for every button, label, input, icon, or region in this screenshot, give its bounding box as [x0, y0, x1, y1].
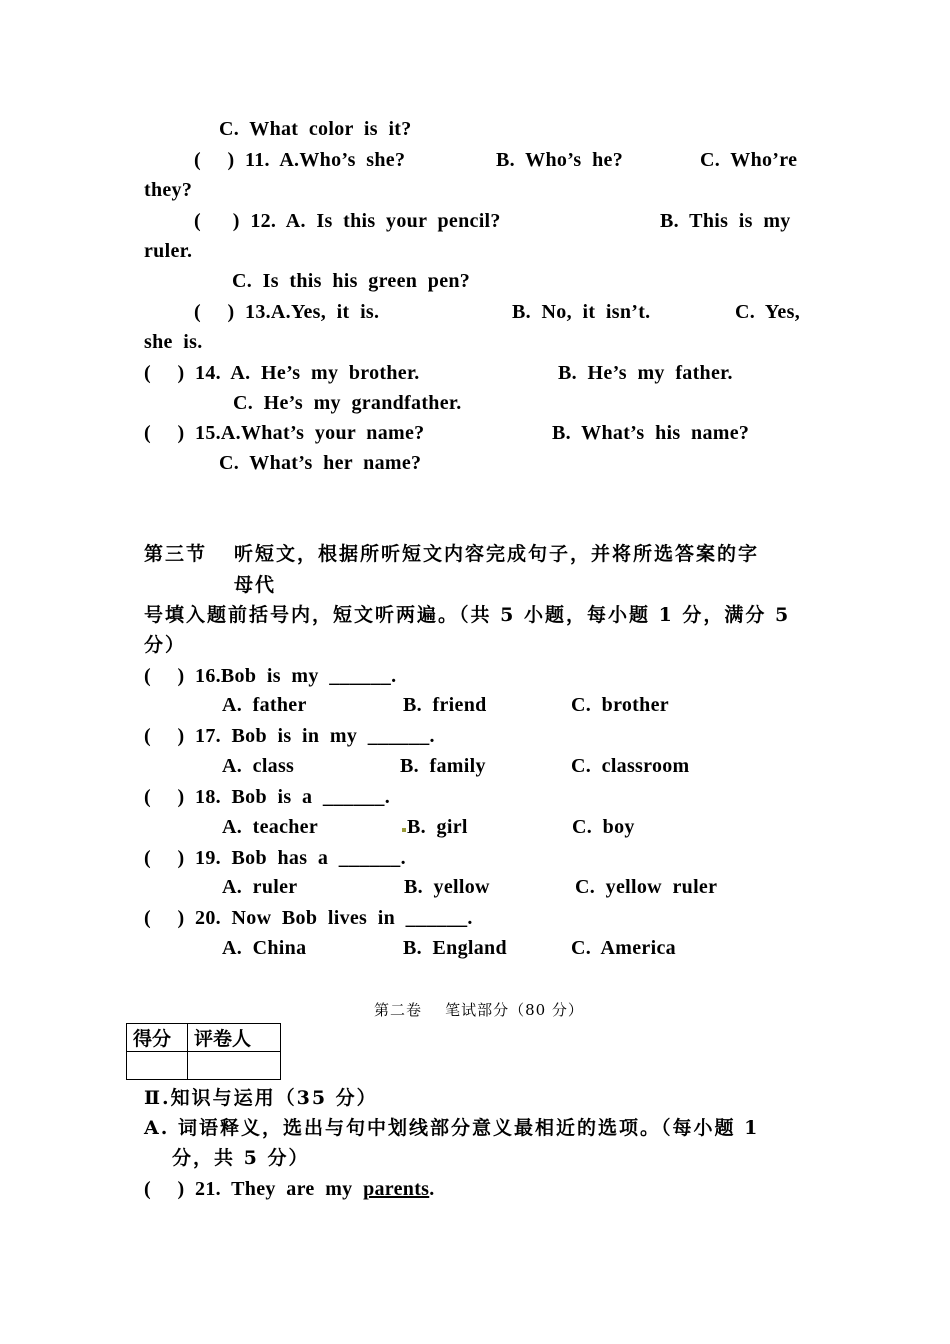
q12-option-c: C. Is this his green pen?	[232, 270, 471, 292]
q17-stem: ( ) 17. Bob is in my ______.	[144, 725, 435, 747]
section3-instructions-cont: 分）	[144, 634, 187, 656]
q10-option-c: C. What color is it?	[219, 118, 412, 140]
q20-option-a: A. China	[222, 937, 307, 959]
q18-option-c: C. boy	[572, 816, 635, 838]
q17-option-c: C. classroom	[571, 755, 690, 777]
score-label: 得分	[127, 1024, 188, 1052]
q18-option-b: B. girl	[407, 816, 468, 838]
q15-option-c: C. What’s her name?	[219, 452, 422, 474]
q19-option-a: A. ruler	[222, 876, 298, 898]
q11-option-c-cont: they?	[144, 179, 193, 201]
q19-option-b: B. yellow	[404, 876, 490, 898]
q16-option-b: B. friend	[403, 694, 487, 716]
q13-stem: ( ) 13.A.Yes, it is.	[194, 301, 380, 323]
q20-option-b: B. England	[403, 937, 507, 959]
section3-instructions: 号填入题前括号内，短文听两遍。（共 5 小题，每小题 1 分，满分 5	[144, 604, 791, 626]
q19-option-c: C. yellow ruler	[575, 876, 718, 898]
q11-option-c: C. Who’re	[700, 149, 798, 171]
q21-suffix: .	[429, 1178, 435, 1200]
q17-option-b: B. family	[400, 755, 486, 777]
q15-option-b: B. What’s his name?	[552, 422, 750, 444]
q13-option-b: B. No, it isn’t.	[512, 301, 651, 323]
sub-a-instructions-cont: 分，共 5 分）	[172, 1147, 310, 1169]
q21-stem	[144, 1177, 435, 1201]
q16-option-a: A. father	[222, 694, 307, 716]
q11-option-b: B. Who’s he?	[496, 149, 624, 171]
score-table	[126, 1023, 281, 1080]
q18-option-a: A. teacher	[222, 816, 319, 838]
q13-option-c-cont: she is.	[144, 331, 203, 353]
q13-option-c: C. Yes,	[735, 301, 800, 323]
section3-label: 第三节	[144, 543, 208, 565]
q20-stem: ( ) 20. Now Bob lives in ______.	[144, 907, 473, 929]
part2-title: 第二卷 笔试部分（80 分）	[374, 1001, 584, 1019]
q14-stem: ( ) 14. A. He’s my brother.	[144, 362, 420, 384]
q16-option-c: C. brother	[571, 694, 669, 716]
q21-underlined-word: parents	[363, 1178, 430, 1200]
q18-stem: ( ) 18. Bob is a ______.	[144, 786, 391, 808]
q12-stem: ( ) 12. A. Is this your pencil?	[194, 210, 501, 232]
q16-stem: ( ) 16.Bob is my ______.	[144, 665, 397, 687]
q19-stem: ( ) 19. Bob has a ______.	[144, 847, 406, 869]
q12-option-b-cont: ruler.	[144, 240, 193, 262]
stray-mark	[402, 828, 406, 832]
q17-option-a: A. class	[222, 755, 295, 777]
grader-label: 评卷人	[188, 1024, 281, 1052]
q14-option-c: C. He’s my grandfather.	[233, 392, 462, 414]
q20-option-c: C. America	[571, 937, 676, 959]
q14-option-b: B. He’s my father.	[558, 362, 733, 384]
q12-option-b: B. This is my	[660, 210, 791, 232]
score-cell	[127, 1052, 188, 1080]
q21-prefix: ( ) 21. They are my	[144, 1178, 364, 1200]
q11-stem: ( ) 11. A.Who’s she?	[194, 149, 406, 171]
grader-cell	[188, 1052, 281, 1080]
section3-heading: 听短文，根据所听短文内容完成句子，并将所选答案的字	[234, 543, 760, 565]
sub-a-instructions: A. 词语释义，选出与句中划线部分意义最相近的选项。（每小题 1	[144, 1117, 760, 1139]
section2-title: Ⅱ.知识与运用（35 分）	[144, 1087, 378, 1109]
section3-heading-cont: 母代	[234, 574, 277, 596]
q15-stem: ( ) 15.A.What’s your name?	[144, 422, 425, 444]
